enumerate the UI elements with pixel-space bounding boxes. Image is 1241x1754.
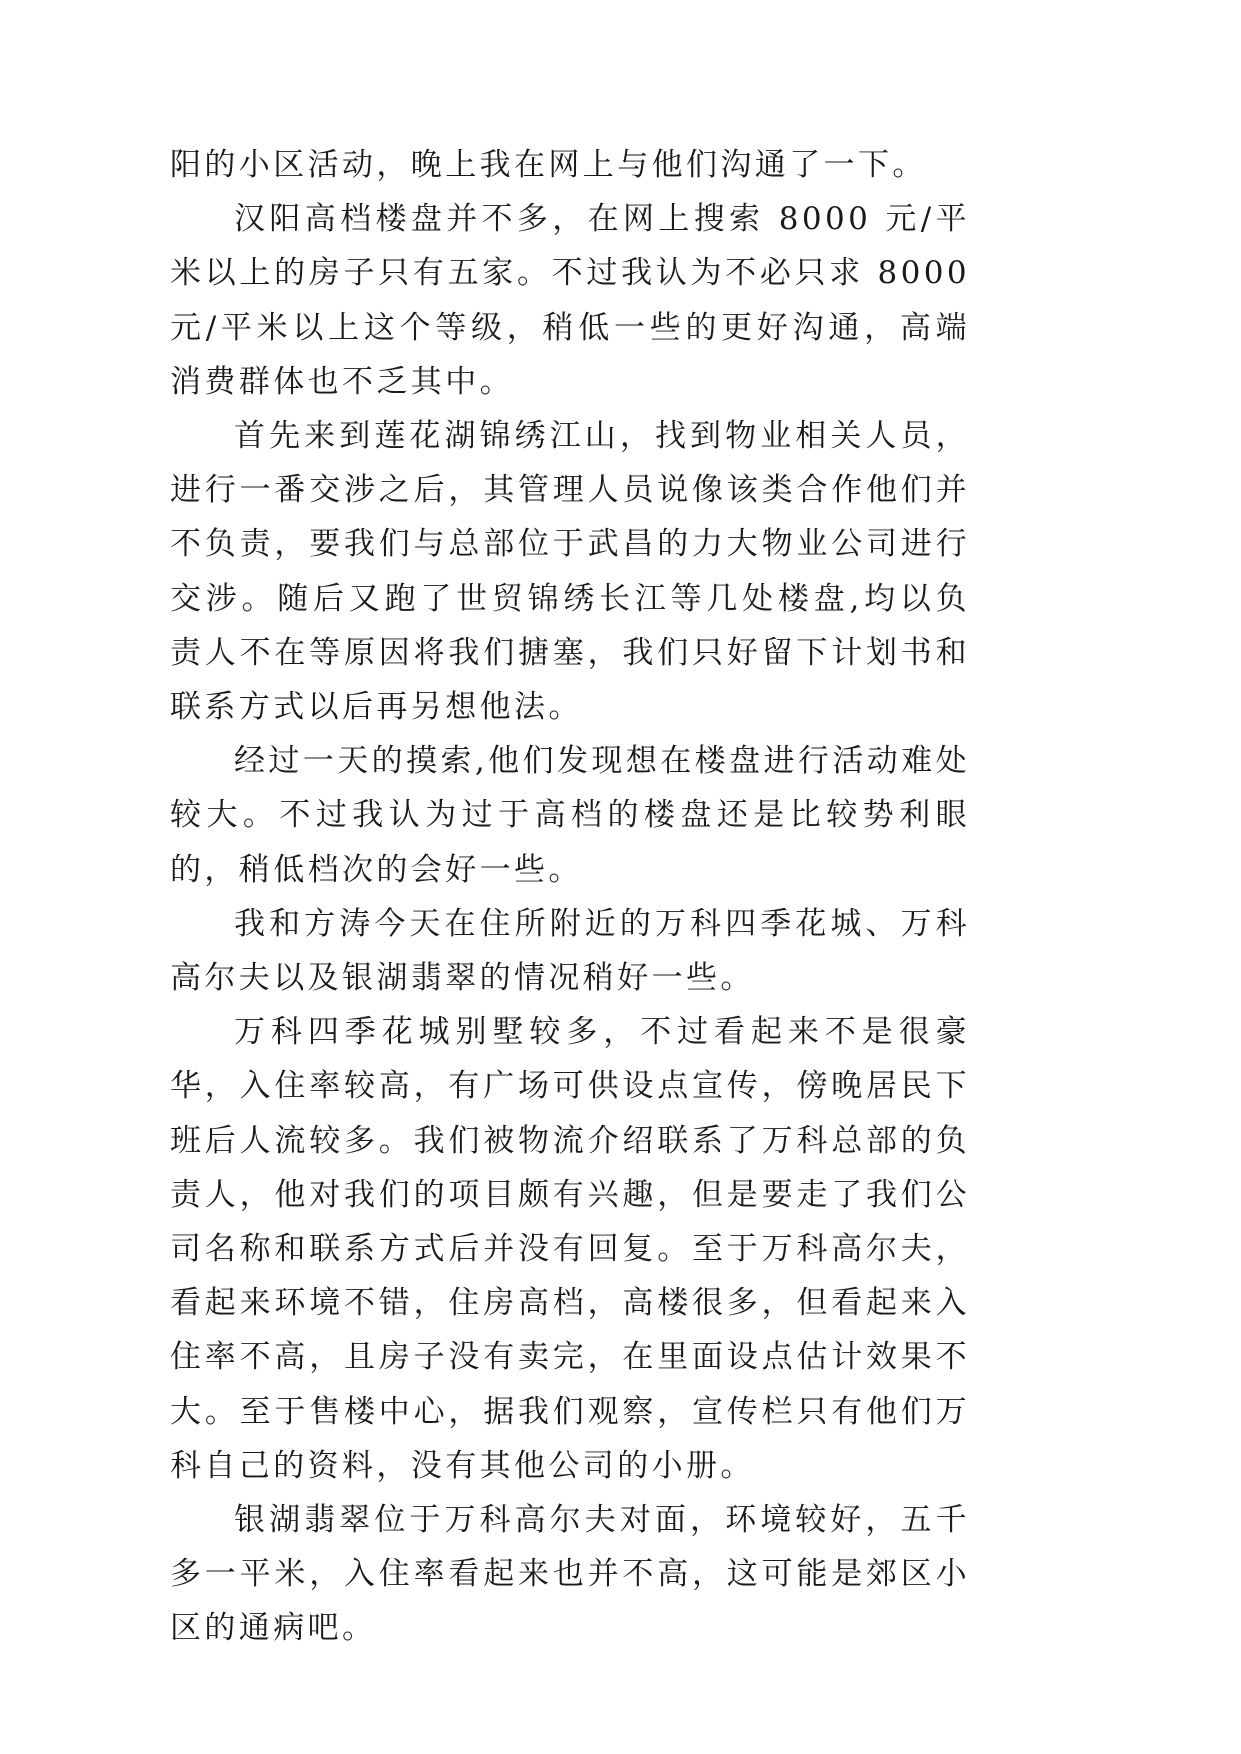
paragraph-vanke-details: 万科四季花城别墅较多，不过看起来不是很豪华，入住率较高，有广场可供设点宣传，傍晚居民下班后人流较多。我们被物流介绍联系了万科总部的负责人，他对我们的项目颇有兴趣，但是要走了我们公司名称和联系方式后并没有回复。至于万科高尔夫，看起来环境不错，住房高档，高楼很多，但看起来入住率不高，且房子没有卖完，在里面设点估计效果不大。至于售楼中心，据我们观察，宣传栏只有他们万科自己的资料，没有其他公司的小册。 bbox=[170, 1014, 970, 1484]
paragraph-continuation: 阳的小区活动，晚上我在网上与他们沟通了一下。 bbox=[170, 147, 927, 183]
document-body bbox=[170, 138, 970, 1656]
paragraph-nearby-communities: 我和方涛今天在住所附近的万科四季花城、万科高尔夫以及银湖翡翠的情况稍好一些。 bbox=[170, 905, 970, 997]
paragraph-yinhu-feicui: 银湖翡翠位于万科高尔夫对面，环境较好，五千多一平米，入住率看起来也并不高，这可能是郊区小区的通病吧。 bbox=[170, 1502, 970, 1647]
paragraph-lianhuahu-visit: 首先来到莲花湖锦绣江山，找到物业相关人员，进行一番交涉之后，其管理人员说像该类合作他们并不负责，要我们与总部位于武昌的力大物业公司进行交涉。随后又跑了世贸锦绣长江等几处楼盘,均以负责人不在等原因将我们搪塞，我们只好留下计划书和联系方式以后再另想他法。 bbox=[170, 418, 970, 726]
paragraph-exploration-result: 经过一天的摸索,他们发现想在楼盘进行活动难处较大。不过我认为过于高档的楼盘还是比较势利眼的，稍低档次的会好一些。 bbox=[170, 743, 970, 888]
paragraph-hanyang-listings: 汉阳高档楼盘并不多，在网上搜索 8000 元/平米以上的房子只有五家。不过我认为不必只求 8000 元/平米以上这个等级，稍低一些的更好沟通，高端消费群体也不乏其中。 bbox=[170, 201, 970, 400]
